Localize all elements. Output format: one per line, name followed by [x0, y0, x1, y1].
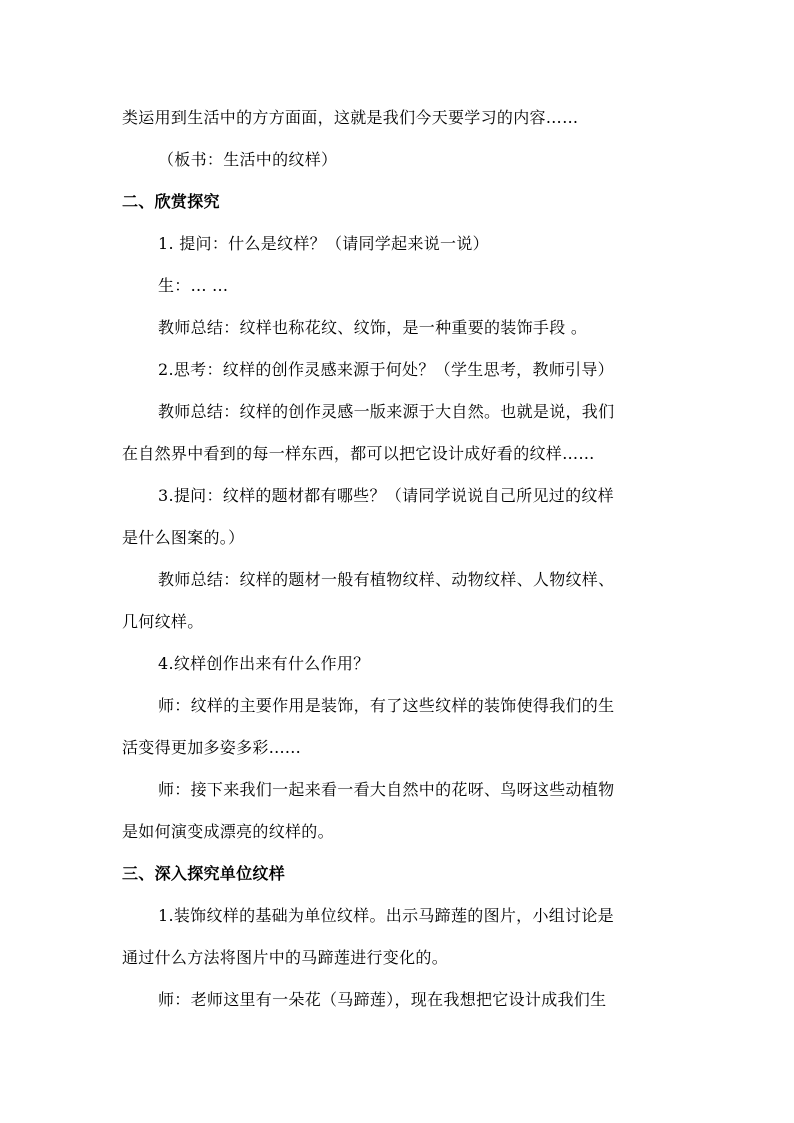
teacher-summary-3-line-1: 教师总结：纹样的题材一般有植物纹样、动物纹样、人物纹样、	[158, 570, 615, 589]
teacher-summary-3-line-2: 几何纹样。	[122, 612, 204, 631]
activity-1-line-1: 1.装饰纹样的基础为单位纹样。出示马蹄莲的图片，小组讨论是	[158, 906, 614, 925]
student-answer: 生：... ...	[158, 276, 229, 295]
blackboard-note: （板书：生活中的纹样）	[158, 150, 338, 169]
activity-1-line-2: 通过什么方法将图片中的马蹄莲进行变化的。	[122, 948, 449, 967]
question-1: 1. 提问：什么是纹样？（请同学起来说一说）	[158, 234, 489, 253]
teacher-answer-4-line-1: 师：纹样的主要作用是装饰，有了这些纹样的装饰使得我们的生	[158, 696, 615, 715]
section-heading-2: 二、欣赏探究	[122, 192, 220, 211]
paragraph-line: 类运用到生活中的方方面面，这就是我们今天要学习的内容……	[122, 108, 579, 127]
question-3-line-2: 是什么图案的。）	[122, 528, 245, 547]
teacher-transition-line-1: 师：接下来我们一起来看一看大自然中的花呀、鸟呀这些动植物	[158, 780, 615, 799]
teacher-answer-4-line-2: 活变得更加多姿多彩......	[122, 738, 302, 757]
teacher-line-last: 师：老师这里有一朵花（马蹄莲），现在我想把它设计成我们生	[158, 990, 607, 1009]
teacher-summary-2-line-1: 教师总结：纹样的创作灵感一版来源于大自然。也就是说，我们	[158, 402, 615, 421]
question-4: 4.纹样创作出来有什么作用？	[158, 654, 370, 673]
question-3-line-1: 3.提问：纹样的题材都有哪些？（请同学说说自己所见过的纹样	[158, 486, 614, 505]
section-heading-3: 三、深入探究单位纹样	[122, 864, 286, 883]
teacher-transition-line-2: 是如何演变成漂亮的纹样的。	[122, 822, 334, 841]
question-2: 2.思考：纹样的创作灵感来源于何处？（学生思考，教师引导）	[158, 360, 614, 379]
teacher-summary-1: 教师总结：纹样也称花纹、纹饰，是一种重要的装饰手段 。	[158, 318, 588, 337]
teacher-summary-2-line-2: 在自然界中看到的每一样东西，都可以把它设计成好看的纹样……	[122, 444, 595, 463]
